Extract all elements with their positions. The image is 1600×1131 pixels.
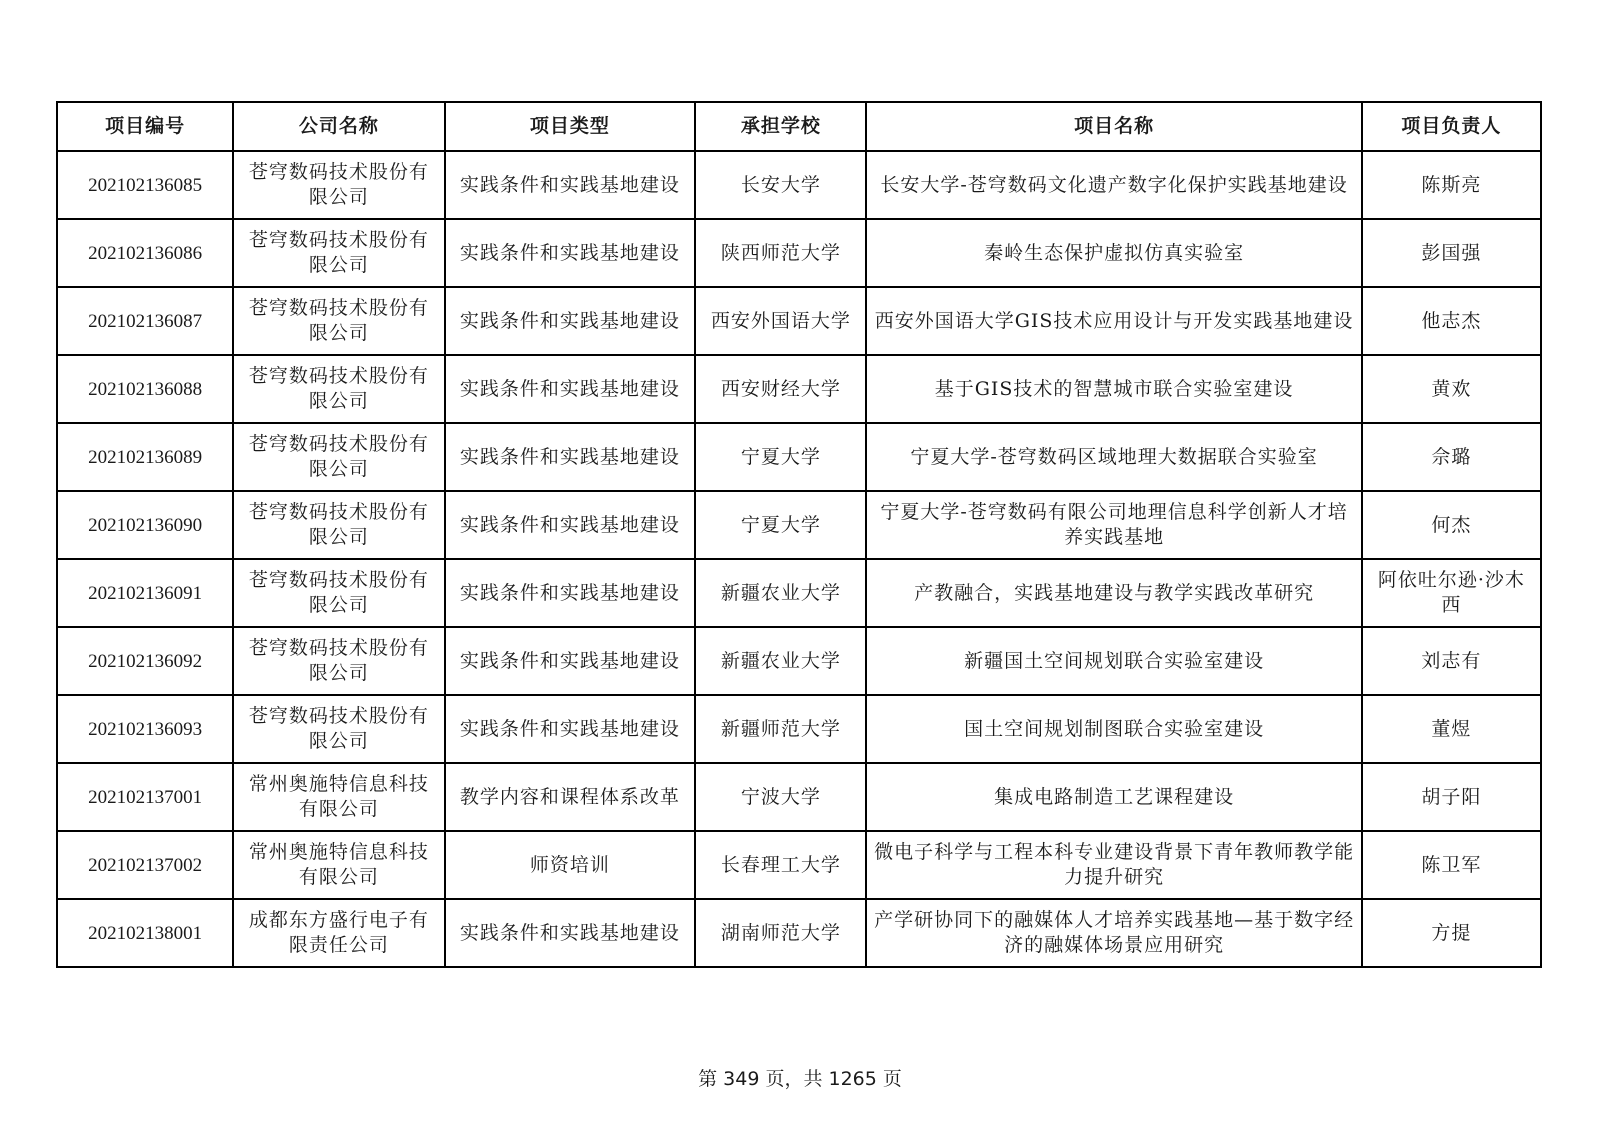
cell-company-name: 苍穹数码技术股份有限公司 — [233, 151, 444, 219]
cell-company-name: 苍穹数码技术股份有限公司 — [233, 491, 444, 559]
cell-school: 新疆农业大学 — [695, 627, 866, 695]
cell-project-type: 实践条件和实践基地建设 — [445, 287, 696, 355]
table-row — [57, 423, 1541, 491]
cell-project-type: 实践条件和实践基地建设 — [445, 423, 696, 491]
cell-company-name: 常州奥施特信息科技有限公司 — [233, 763, 444, 831]
table-row — [57, 491, 1541, 559]
cell-project-name: 宁夏大学-苍穹数码区域地理大数据联合实验室 — [866, 423, 1361, 491]
table-row — [57, 355, 1541, 423]
table-row — [57, 287, 1541, 355]
cell-company-name: 成都东方盛行电子有限责任公司 — [233, 899, 444, 967]
cell-company-name: 苍穹数码技术股份有限公司 — [233, 423, 444, 491]
cell-project-name: 产学研协同下的融媒体人才培养实践基地—基于数字经济的融媒体场景应用研究 — [866, 899, 1361, 967]
header-project-type: 项目类型 — [445, 102, 696, 151]
cell-project-lead: 何杰 — [1362, 491, 1541, 559]
table-row — [57, 219, 1541, 287]
cell-project-lead: 陈斯亮 — [1362, 151, 1541, 219]
cell-project-type: 实践条件和实践基地建设 — [445, 355, 696, 423]
cell-project-id: 202102137001 — [57, 763, 233, 831]
cell-school: 湖南师范大学 — [695, 899, 866, 967]
cell-school: 长安大学 — [695, 151, 866, 219]
table-header-row — [57, 102, 1541, 151]
cell-project-id: 202102136089 — [57, 423, 233, 491]
cell-project-lead: 胡子阳 — [1362, 763, 1541, 831]
cell-project-id: 202102136091 — [57, 559, 233, 627]
cell-project-name: 长安大学-苍穹数码文化遗产数字化保护实践基地建设 — [866, 151, 1361, 219]
cell-project-id: 202102137002 — [57, 831, 233, 899]
table-body — [57, 151, 1541, 967]
cell-company-name: 苍穹数码技术股份有限公司 — [233, 627, 444, 695]
cell-project-type: 教学内容和课程体系改革 — [445, 763, 696, 831]
table-row — [57, 627, 1541, 695]
cell-project-id: 202102136090 — [57, 491, 233, 559]
table-row — [57, 559, 1541, 627]
cell-project-id: 202102136085 — [57, 151, 233, 219]
project-table — [56, 101, 1542, 968]
cell-school: 西安财经大学 — [695, 355, 866, 423]
cell-project-id: 202102136086 — [57, 219, 233, 287]
header-project-lead: 项目负责人 — [1362, 102, 1541, 151]
header-project-name: 项目名称 — [866, 102, 1361, 151]
table-row — [57, 899, 1541, 967]
cell-project-name: 西安外国语大学GIS技术应用设计与开发实践基地建设 — [866, 287, 1361, 355]
cell-project-name: 宁夏大学-苍穹数码有限公司地理信息科学创新人才培养实践基地 — [866, 491, 1361, 559]
cell-project-lead: 刘志有 — [1362, 627, 1541, 695]
cell-school: 长春理工大学 — [695, 831, 866, 899]
header-school: 承担学校 — [695, 102, 866, 151]
cell-project-type: 实践条件和实践基地建设 — [445, 559, 696, 627]
cell-project-type: 实践条件和实践基地建设 — [445, 151, 696, 219]
cell-project-name: 基于GIS技术的智慧城市联合实验室建设 — [866, 355, 1361, 423]
cell-project-lead: 方提 — [1362, 899, 1541, 967]
cell-school: 新疆农业大学 — [695, 559, 866, 627]
cell-project-type: 实践条件和实践基地建设 — [445, 695, 696, 763]
cell-project-lead: 佘璐 — [1362, 423, 1541, 491]
cell-school: 西安外国语大学 — [695, 287, 866, 355]
cell-project-id: 202102136092 — [57, 627, 233, 695]
cell-project-name: 产教融合，实践基地建设与教学实践改革研究 — [866, 559, 1361, 627]
cell-project-lead: 他志杰 — [1362, 287, 1541, 355]
cell-project-lead: 陈卫军 — [1362, 831, 1541, 899]
cell-project-name: 国土空间规划制图联合实验室建设 — [866, 695, 1361, 763]
cell-project-id: 202102136093 — [57, 695, 233, 763]
cell-project-lead: 黄欢 — [1362, 355, 1541, 423]
cell-company-name: 常州奥施特信息科技有限公司 — [233, 831, 444, 899]
table-row — [57, 695, 1541, 763]
table-row — [57, 151, 1541, 219]
cell-project-type: 师资培训 — [445, 831, 696, 899]
cell-project-name: 新疆国土空间规划联合实验室建设 — [866, 627, 1361, 695]
cell-project-name: 秦岭生态保护虚拟仿真实验室 — [866, 219, 1361, 287]
table-row — [57, 763, 1541, 831]
page-number: 第 349 页，共 1265 页 — [698, 1068, 902, 1090]
cell-project-type: 实践条件和实践基地建设 — [445, 219, 696, 287]
cell-school: 陕西师范大学 — [695, 219, 866, 287]
cell-company-name: 苍穹数码技术股份有限公司 — [233, 355, 444, 423]
cell-project-lead: 董煜 — [1362, 695, 1541, 763]
cell-project-name: 微电子科学与工程本科专业建设背景下青年教师教学能力提升研究 — [866, 831, 1361, 899]
cell-school: 宁波大学 — [695, 763, 866, 831]
table-row — [57, 831, 1541, 899]
cell-company-name: 苍穹数码技术股份有限公司 — [233, 219, 444, 287]
cell-project-type: 实践条件和实践基地建设 — [445, 627, 696, 695]
header-company-name: 公司名称 — [233, 102, 444, 151]
cell-project-lead: 彭国强 — [1362, 219, 1541, 287]
cell-project-id: 202102136087 — [57, 287, 233, 355]
cell-project-id: 202102136088 — [57, 355, 233, 423]
cell-project-lead: 阿依吐尔逊·沙木西 — [1362, 559, 1541, 627]
cell-company-name: 苍穹数码技术股份有限公司 — [233, 559, 444, 627]
cell-school: 宁夏大学 — [695, 491, 866, 559]
cell-school: 宁夏大学 — [695, 423, 866, 491]
cell-company-name: 苍穹数码技术股份有限公司 — [233, 287, 444, 355]
cell-project-id: 202102138001 — [57, 899, 233, 967]
cell-company-name: 苍穹数码技术股份有限公司 — [233, 695, 444, 763]
cell-school: 新疆师范大学 — [695, 695, 866, 763]
cell-project-type: 实践条件和实践基地建设 — [445, 491, 696, 559]
cell-project-name: 集成电路制造工艺课程建设 — [866, 763, 1361, 831]
project-table-container — [56, 101, 1542, 968]
cell-project-type: 实践条件和实践基地建设 — [445, 899, 696, 967]
header-project-id: 项目编号 — [57, 102, 233, 151]
